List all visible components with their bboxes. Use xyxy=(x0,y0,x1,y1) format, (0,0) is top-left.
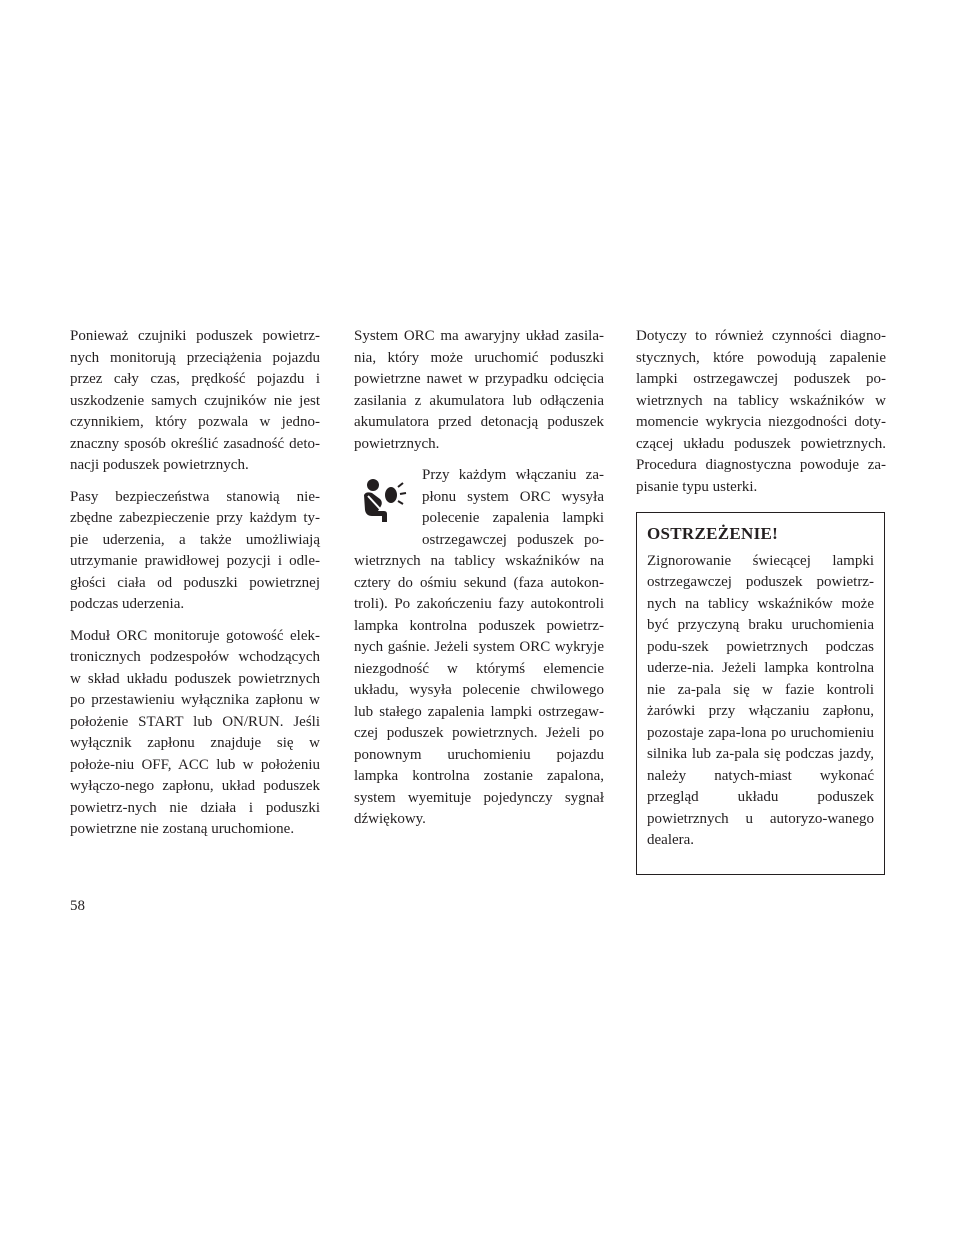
right-column xyxy=(636,326,886,875)
paragraph-seatbelts: Pasy bezpieczeństwa stanowią nie-zbędne zabezpieczenie przy każdym ty-pie uderzenia, a także umożliwiają utrzymanie prawidłowej pozycji i odle-głości ciała od poduszki powietrznej podczas uderzenia. xyxy=(70,488,320,612)
paragraph-orc-module: Moduł ORC monitoruje gotowość elek-tronicznych podzespołów wchodzących w skład układu poduszek powietrznych po przestawieniu wyłącznika zapłonu w położenie START lub ON/RUN. Jeśli wyłącznik zapłonu znajduje się w położe-niu OFF, ACC lub w położeniu wyłączo-nego zapłonu, układ poduszek powietrz-nych nie działa i poduszki powietrzne nie zostaną uruchomione. xyxy=(70,627,320,837)
airbag-warning-icon xyxy=(354,469,412,533)
warning-box xyxy=(636,512,885,875)
paragraph-warning-lamp xyxy=(354,465,604,831)
warning-text: Zignorowanie świecącej lampki ostrzegawczej poduszek powietrz-nych na tablicy wskaźników może być przyczyną braku uruchomienia podu-szek powietrznych podczas uderze-nia. Jeżeli lampka kontrolna nie za-pala się w fazie kontroli żarówki przy włączaniu zapłonu, pozostaje zapa-lona po uruchomieniu silnika lub za-pala się podczas jazdy, należy natych-miast wykonać przegląd układu poduszek powietrznych u autoryzo-wanego dealera. xyxy=(647,552,874,848)
warning-title: OSTRZEŻENIE! xyxy=(647,524,779,543)
paragraph-diagnostics: Dotyczy to również czynności diagno-stycznych, które powodują zapalenie lampki ostrzegawczej poduszek po-wietrznych na tablicy wskaźników w momencie wykrycia niezgodności doty-czącej układu poduszek powietrznych. Procedura diagnostyczna powoduje za-pisanie typu usterki. xyxy=(636,328,886,495)
left-column xyxy=(70,326,320,851)
middle-column xyxy=(354,326,604,841)
page-number: 58 xyxy=(70,898,85,914)
paragraph-backup-power: System ORC ma awaryjny układ zasila-nia, który może uruchomić poduszki powietrzne nawet w przypadku odcięcia zasilania z akumulatora lub odłączenia akumulatora przed detonacją poduszek powietrznych. xyxy=(354,328,604,452)
warning-lamp-text: Przy każdym włączaniu za-płonu system ORC wysyła polecenie zapalenia lampki ostrzegawczej poduszek po-wietrznych na tablicy wskaźników na cztery do ośmiu sekund (faza autokon-troli). Po zakończeniu fazy autokontroli lampka kontrolna poduszek powietrz-nych gaśnie. Jeżeli system ORC wykryje niezgodność w którymś elemencie układu, wysyła polecenie chwilowego lub stałego zapalenia lampki ostrzegaw-czej poduszek powietrznych. Jeżeli po ponownym uruchomieniu pojazdu lampka kontrolna zostanie zapalona, system wyemituje pojedynczy sygnał dźwiękowy. xyxy=(354,467,604,827)
paragraph-sensor-info: Ponieważ czujniki poduszek powietrz-nych monitorują przeciążenia pojazdu przez cały czas, prędkość pojazdu i uszkodzenie samych czujników nie jest czynnikiem, który pozwala w jedno-znaczny sposób określić zasadność deto-nacji poduszek powietrznych. xyxy=(70,328,320,473)
